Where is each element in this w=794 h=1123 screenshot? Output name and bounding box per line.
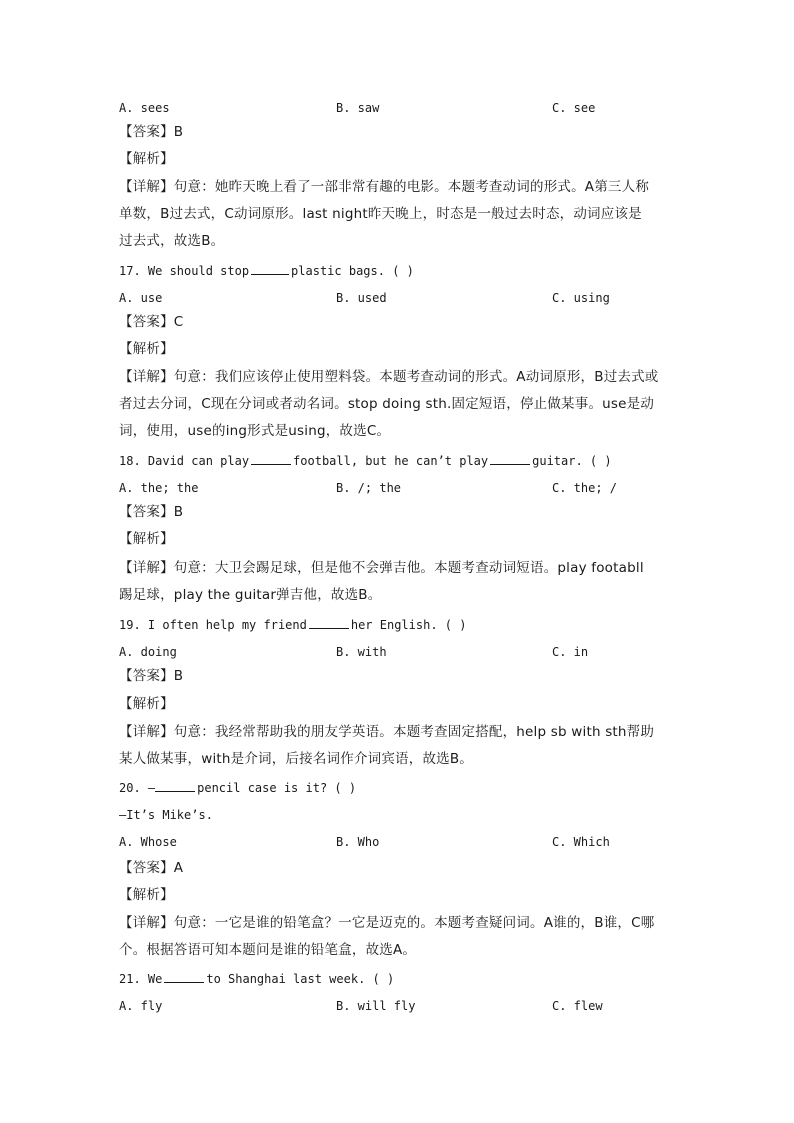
option-a: A. doing (119, 645, 177, 659)
analysis-heading: 【解析】 (119, 151, 174, 167)
option-c: C. using (552, 291, 610, 305)
option-b: B. /; the (336, 481, 402, 495)
question-reply-20: —It’s Mike’s. (119, 808, 213, 822)
detail-line: 【详解】句意：一它是谁的铅笔盒？一它是迈克的。本题考查疑问词。A谁的，B谁，C哪 (119, 915, 655, 931)
detail-line: 【详解】句意：我经常帮助我的朋友学英语。本题考查固定搭配，help sb with sth帮助 (119, 724, 655, 740)
question-stem-17: 17. We should stop plastic bags. ( ) (119, 264, 414, 278)
detail-line: 踢足球，play the guitar弹吉他，故选B。 (119, 587, 382, 603)
detail-line: 【详解】句意：她昨天晚上看了一部非常有趣的电影。本题考查动词的形式。A第三人称 (119, 179, 650, 195)
detail-line: 个。根据答语可知本题问是谁的铅笔盒，故选A。 (119, 942, 417, 958)
answer-line: 【答案】B (119, 124, 184, 140)
detail-line: 者过去分词，C现在分词或者动名词。stop doing sth.固定短语，停止做某事。use是动 (119, 396, 655, 412)
question-stem-19: 19. I often help my friend her English. ( ) (119, 618, 467, 632)
option-b: B. with (336, 645, 387, 659)
detail-line: 【详解】句意：大卫会踢足球，但是他不会弹吉他。本题考查动词短语。play footabll (119, 560, 644, 576)
option-a: A. Whose (119, 835, 177, 849)
analysis-heading: 【解析】 (119, 696, 174, 712)
option-a: A. sees (119, 101, 170, 115)
detail-line: 过去式，故选B。 (119, 233, 225, 249)
option-c: C. flew (552, 999, 603, 1013)
option-c: C. in (552, 645, 589, 659)
question-stem-21: 21. We to Shanghai last week. ( ) (119, 972, 395, 986)
analysis-heading: 【解析】 (119, 887, 174, 903)
analysis-heading: 【解析】 (119, 531, 174, 547)
answer-line: 【答案】B (119, 504, 184, 520)
option-c: C. the; / (552, 481, 618, 495)
answer-line: 【答案】A (119, 860, 184, 876)
option-c: C. Which (552, 835, 610, 849)
question-stem-18: 18. David can play football, but he can’t play guitar. ( ) (119, 454, 612, 468)
answer-line: 【答案】C (119, 314, 184, 330)
option-b: B. Who (336, 835, 380, 849)
option-b: B. saw (336, 101, 380, 115)
option-c: C. see (552, 101, 596, 115)
option-a: A. use (119, 291, 163, 305)
option-b: B. will fly (336, 999, 416, 1013)
detail-line: 词，使用，use的ing形式是using，故选C。 (119, 423, 391, 439)
detail-line: 单数，B过去式，C动词原形。last night昨天晚上，时态是一般过去时态，动词应该是 (119, 206, 642, 222)
detail-line: 【详解】句意：我们应该停止使用塑料袋。本题考查动词的形式。A动词原形，B过去式或 (119, 369, 659, 385)
option-a: A. fly (119, 999, 163, 1013)
question-stem-20: 20. — pencil case is it? ( ) (119, 781, 357, 795)
analysis-heading: 【解析】 (119, 341, 174, 357)
option-a: A. the; the (119, 481, 199, 495)
detail-line: 某人做某事，with是介词，后接名词作介词宾语，故选B。 (119, 751, 474, 767)
answer-line: 【答案】B (119, 668, 184, 684)
option-b: B. used (336, 291, 387, 305)
